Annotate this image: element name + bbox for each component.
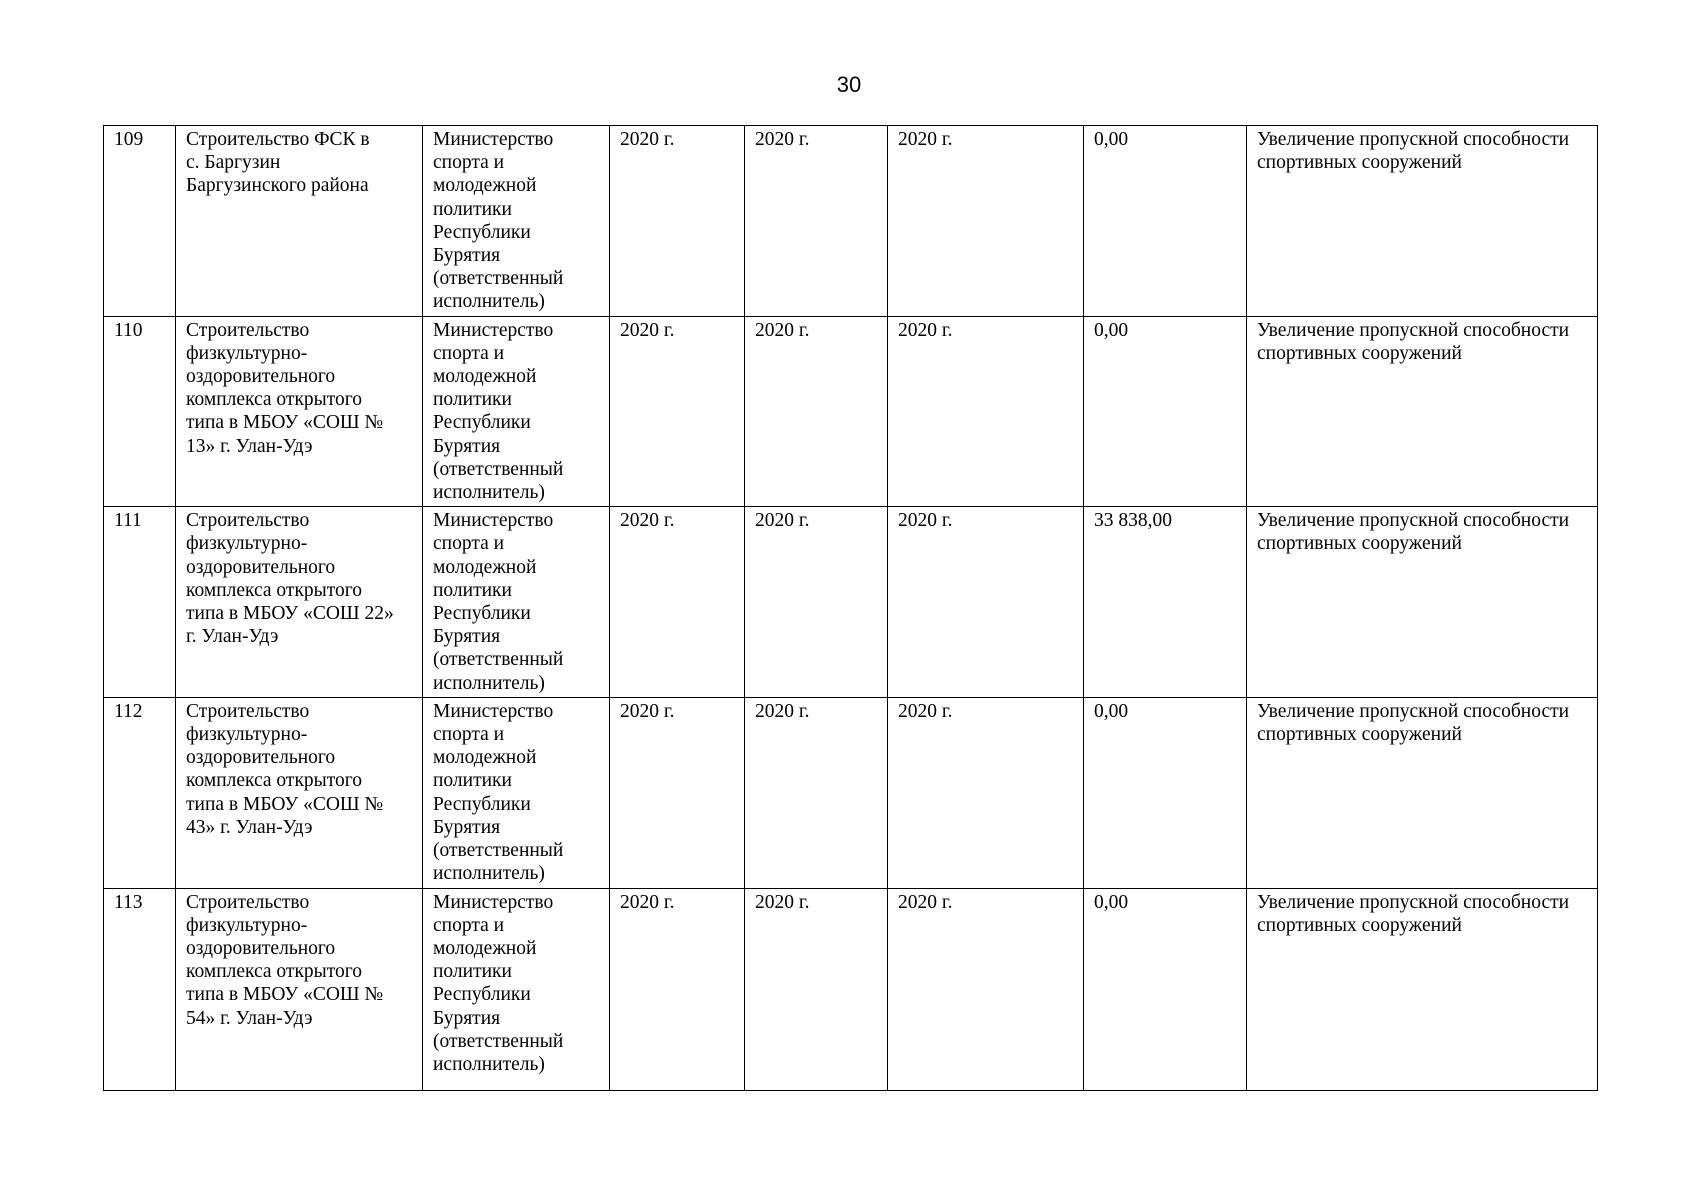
year-cell: 2020 г.	[888, 507, 1084, 698]
responsible-executor: Министерство спорта и молодежной политики Республики Бурятия (ответственный исполнитель)	[423, 126, 610, 317]
result-cell: Увеличение пропускной способности спортивных сооружений	[1247, 888, 1598, 1090]
responsible-executor: Министерство спорта и молодежной политики Республики Бурятия (ответственный исполнитель)	[423, 316, 610, 507]
amount-cell: 0,00	[1084, 316, 1247, 507]
responsible-executor: Министерство спорта и молодежной политики Республики Бурятия (ответственный исполнитель)	[423, 697, 610, 888]
result-cell: Увеличение пропускной способности спортивных сооружений	[1247, 697, 1598, 888]
result-cell: Увеличение пропускной способности спортивных сооружений	[1247, 126, 1598, 317]
amount-cell: 0,00	[1084, 697, 1247, 888]
year-cell: 2020 г.	[745, 126, 888, 317]
year-cell: 2020 г.	[610, 316, 745, 507]
responsible-executor: Министерство спорта и молодежной политики Республики Бурятия (ответственный исполнитель)	[423, 507, 610, 698]
year-cell: 2020 г.	[745, 316, 888, 507]
year-cell: 2020 г.	[745, 888, 888, 1090]
row-number: 112	[104, 697, 176, 888]
row-number: 113	[104, 888, 176, 1090]
measure-name: Строительство физкультурно- оздоровительного комплекса открытого типа в МБОУ «СОШ № 13» г. Улан-Удэ	[176, 316, 423, 507]
year-cell: 2020 г.	[745, 697, 888, 888]
measures-table	[103, 125, 1598, 1091]
amount-cell: 33 838,00	[1084, 507, 1247, 698]
year-cell: 2020 г.	[888, 126, 1084, 317]
year-cell: 2020 г.	[888, 697, 1084, 888]
year-cell: 2020 г.	[610, 126, 745, 317]
measure-name: Строительство физкультурно- оздоровительного комплекса открытого типа в МБОУ «СОШ № 43» г. Улан-Удэ	[176, 697, 423, 888]
amount-cell: 0,00	[1084, 126, 1247, 317]
measure-name: Строительство физкультурно- оздоровительного комплекса открытого типа в МБОУ «СОШ № 54» г. Улан-Удэ	[176, 888, 423, 1090]
page-number: 30	[836, 72, 862, 97]
result-cell: Увеличение пропускной способности спортивных сооружений	[1247, 507, 1598, 698]
table-row	[104, 126, 1598, 317]
table-row	[104, 697, 1598, 888]
result-cell: Увеличение пропускной способности спортивных сооружений	[1247, 316, 1598, 507]
row-number: 109	[104, 126, 176, 317]
table-row	[104, 316, 1598, 507]
amount-cell: 0,00	[1084, 888, 1247, 1090]
measure-name: Строительство ФСК в с. Баргузин Баргузинского района	[176, 126, 423, 317]
year-cell: 2020 г.	[888, 316, 1084, 507]
year-cell: 2020 г.	[610, 888, 745, 1090]
year-cell: 2020 г.	[888, 888, 1084, 1090]
row-number: 111	[104, 507, 176, 698]
year-cell: 2020 г.	[610, 507, 745, 698]
responsible-executor: Министерство спорта и молодежной политики Республики Бурятия (ответственный исполнитель)	[423, 888, 610, 1090]
measure-name: Строительство физкультурно- оздоровительного комплекса открытого типа в МБОУ «СОШ 22» г. Улан-Удэ	[176, 507, 423, 698]
table-row	[104, 507, 1598, 698]
year-cell: 2020 г.	[610, 697, 745, 888]
year-cell: 2020 г.	[745, 507, 888, 698]
row-number: 110	[104, 316, 176, 507]
table-row	[104, 888, 1598, 1090]
